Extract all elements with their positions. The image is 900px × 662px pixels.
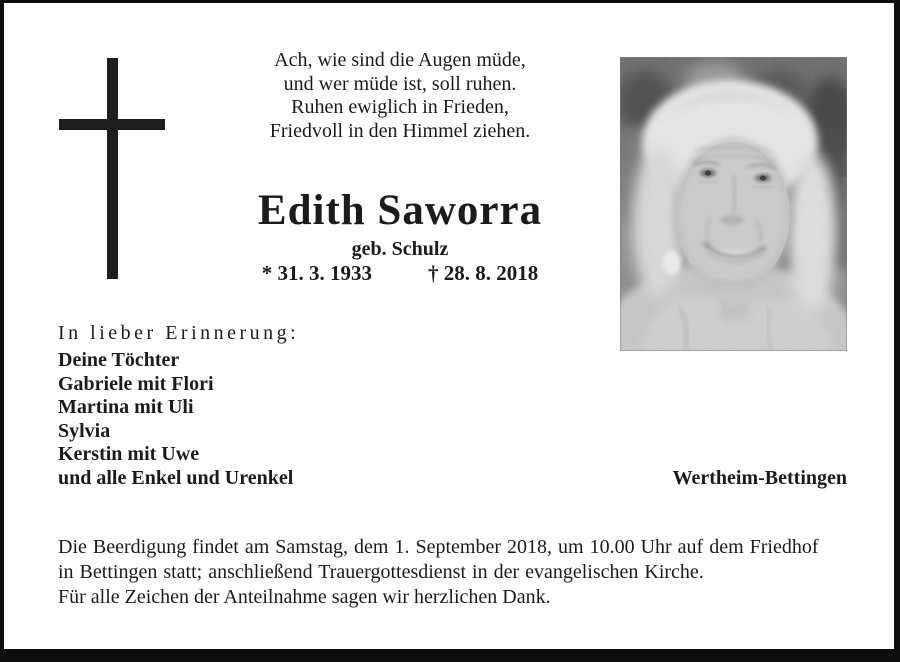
funeral-notice-line: Die Beerdigung findet am Samstag, dem 1. September 2018, um 10.00 Uhr auf dem Friedhof <box>58 536 819 558</box>
death-date: † 28. 8. 2018 <box>428 261 539 285</box>
funeral-notice <box>58 535 858 584</box>
maiden-name: geb. Schulz <box>351 238 449 260</box>
mourner-line: Deine Töchter <box>58 349 180 371</box>
mourner-line: und alle Enkel und Urenkel <box>58 466 294 489</box>
mourner-line: Sylvia <box>58 419 111 442</box>
cross-horizontal-bar <box>59 119 165 130</box>
mourner-line: Kerstin mit Uwe <box>58 443 200 466</box>
mourner-line: Martina mit Uli <box>58 396 194 419</box>
location-label: Wertheim-Bettingen <box>672 467 847 489</box>
mourners-list <box>58 349 293 491</box>
poem-line: Ruhen ewiglich in Frieden, <box>291 96 509 118</box>
life-dates <box>170 261 630 286</box>
poem-line: Ach, wie sind die Augen müde, <box>274 49 526 71</box>
portrait-photo <box>620 57 847 351</box>
funeral-notice-line: in Bettingen statt; anschließend Trauergottesdienst in der evangelischen Kirche. <box>58 560 704 583</box>
birth-date: * 31. 3. 1933 <box>261 261 372 285</box>
cross-vertical-bar <box>107 58 118 279</box>
portrait-of-deceased-illustration <box>620 57 847 351</box>
poem-line: Friedvoll in den Himmel ziehen. <box>269 119 531 142</box>
memorial-poem <box>170 49 630 143</box>
memorial-heading: In lieber Erinnerung: <box>58 322 300 344</box>
deceased-name: Edith Saworra <box>257 187 543 234</box>
poem-line: und wer müde ist, soll ruhen. <box>283 72 517 95</box>
mourner-line: Gabriele mit Flori <box>58 372 214 395</box>
thanks-line: Für alle Zeichen der Anteilnahme sagen wir herzlichen Dank. <box>58 586 551 608</box>
